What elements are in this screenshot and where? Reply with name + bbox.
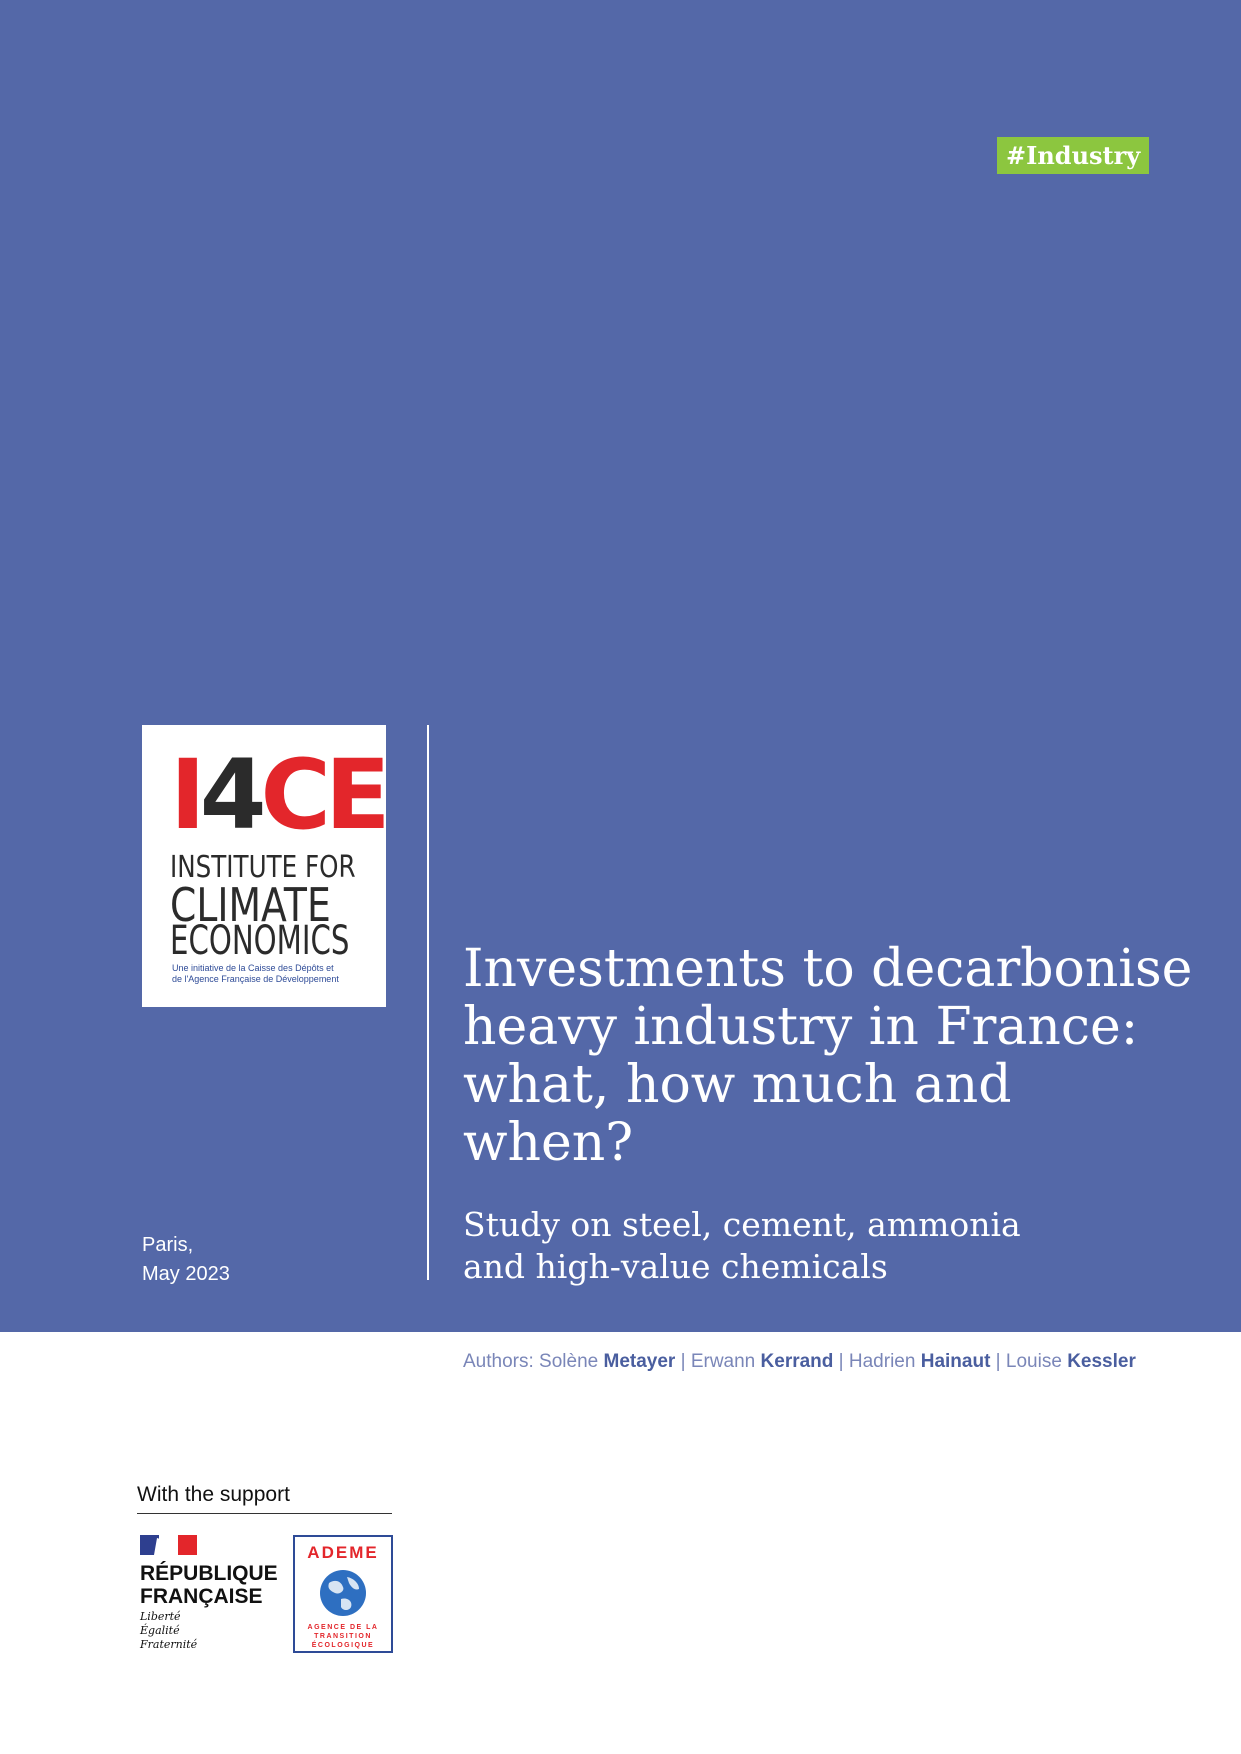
i4ce-logo: [142, 725, 386, 1007]
logo-line-institute: INSTITUTE FOR: [170, 850, 356, 885]
french-flag-icon: [140, 1535, 197, 1555]
logo-line-climate: CLIMATE: [170, 878, 331, 932]
rf-line-2: FRANÇAISE: [140, 1585, 263, 1608]
vertical-divider: [427, 725, 429, 1280]
republique-francaise-logo: [140, 1562, 278, 1608]
title-line-2: heavy industry in France:: [463, 997, 1139, 1057]
author-last: Hainaut: [920, 1351, 991, 1372]
title-line-3: what, how much and: [463, 1055, 1012, 1115]
author-first: Louise: [1005, 1351, 1062, 1372]
support-divider: [137, 1513, 392, 1514]
logo-subtitle-2: de l'Agence Française de Développement: [172, 974, 339, 984]
logo-line-economics: ECONOMICS: [170, 918, 350, 964]
subtitle-line-1: Study on steel, cement, ammonia: [463, 1205, 1021, 1244]
i4ce-logo-mark: [170, 739, 385, 851]
ademe-sub-1: AGENCE DE LA: [307, 1624, 379, 1631]
motto-egalite: Égalité: [140, 1624, 180, 1637]
motto-liberte: Liberté: [140, 1610, 181, 1623]
title-line-1: Investments to decarbonise: [463, 939, 1193, 999]
ademe-sub-3: ÉCOLOGIQUE: [311, 1642, 375, 1649]
author-last: Metayer: [603, 1351, 676, 1372]
logo-mark-i: I: [170, 739, 200, 851]
logo-mark-4: 4: [199, 739, 261, 851]
logo-mark-ce: CE: [260, 739, 385, 851]
author-first: Solène: [539, 1351, 599, 1372]
authors-line: Authors: Solène Metayer | Erwann Kerrand | Hadrien Hainaut | Louise Kessler: [463, 1351, 1136, 1372]
ademe-sub-2: TRANSITION: [314, 1633, 372, 1640]
globe-icon: [319, 1569, 367, 1617]
report-title: [463, 940, 1203, 1172]
authors-prefix: Authors:: [463, 1351, 540, 1372]
subtitle-line-2: and high-value chemicals: [463, 1247, 888, 1286]
report-subtitle: [463, 1204, 1021, 1288]
publication-date: May 2023: [142, 1263, 230, 1285]
author-last: Kerrand: [760, 1351, 834, 1372]
author-first: Hadrien: [848, 1351, 916, 1372]
place-date: [142, 1231, 230, 1289]
motto-fraternite: Fraternité: [140, 1638, 198, 1651]
ademe-logo: [293, 1535, 393, 1653]
author-first: Erwann: [690, 1351, 756, 1372]
title-line-4: when?: [463, 1113, 634, 1173]
rf-motto: [140, 1610, 197, 1652]
place-city: Paris,: [142, 1234, 194, 1256]
support-heading: With the support: [137, 1483, 290, 1506]
industry-tag: #Industry: [997, 137, 1149, 174]
rf-line-1: RÉPUBLIQUE: [140, 1562, 278, 1585]
ademe-name: ADEME: [307, 1543, 379, 1562]
author-last: Kessler: [1067, 1351, 1136, 1372]
logo-subtitle-1: Une initiative de la Caisse des Dépôts et: [172, 963, 334, 973]
